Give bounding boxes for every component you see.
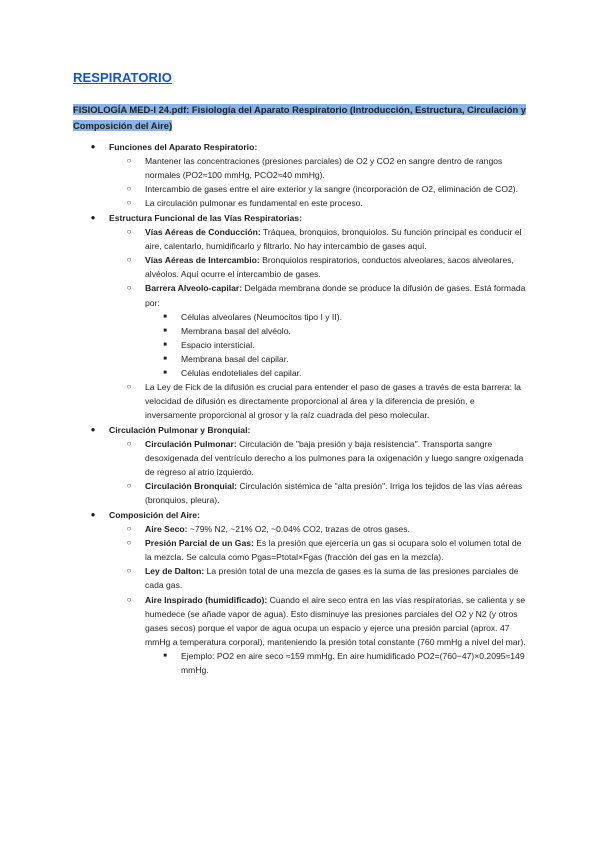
list-item [109, 479, 528, 507]
subitem-text: Células alveolares (Neumocitos tipo I y II). [181, 311, 342, 322]
item-text: Cuando el aire seco entra en las vías respiratorias, se calienta y se humedece (se añade vapor de agua). Esto disminuye las presiones parciales del O2 y N2 (y otros gases secos) porque el vapor de agua ocupa un espacio y ejerce una presión parcial (aprox. 47 mmHg a temperatura corporal), manteniendo la presión total constante (760 mmHg a nivel del mar). [145, 594, 526, 647]
item-text: Es la presión que ejercería un gas si ocupara solo el volumen total de la mezcla. Se calcula como Pgas=Ptotal×Fgas (fracción del gas en la mezcla). [145, 538, 522, 563]
item-text: La Ley de Fick de la difusión es crucial para entender el paso de gases a través de esta barrera: la velocidad de difusión es directamente proporcional al área y la diferencia de presión, e inversamente proporcional al grosor y la raíz cuadrada del peso molecular. [145, 382, 521, 421]
circle-bullet-icon: ○ [126, 382, 132, 392]
item-label: Ley de Dalton: [145, 566, 205, 577]
section-list [73, 140, 528, 677]
sub-sub-list [145, 310, 528, 380]
page-title[interactable]: RESPIRATORIO [73, 70, 172, 85]
list-subitem [145, 338, 528, 352]
list-item [109, 522, 528, 536]
section-item [73, 508, 528, 677]
circle-bullet-icon: ○ [126, 184, 132, 194]
sub-list [109, 225, 528, 422]
bullet-icon: ● [90, 424, 96, 434]
item-text: ~79% N2, ~21% O2, ~0.04% CO2, trazas de otros gases. [187, 524, 410, 535]
item-label: Vías Aéreas de Conducción: [145, 227, 261, 238]
subitem-text: Membrana basal del alvéolo. [181, 325, 291, 336]
circle-bullet-icon: ○ [126, 594, 132, 604]
subitem-text: Ejemplo: PO2 en aire seco ≈159 mmHg. En aire humidificado PO2=(760−47)×0.2095≈149 mmHg. [181, 650, 525, 675]
item-text: Circulación de "baja presión y baja resistencia". Transporta sangre desoxigenada del ventrículo derecho a los pulmones para la oxigenación y luego sangre oxigenada de regreso al atrio izquierdo. [145, 438, 524, 478]
list-subitem [145, 366, 528, 380]
circle-bullet-icon: ○ [126, 283, 132, 293]
list-subitem [145, 310, 528, 324]
list-subitem [145, 324, 528, 338]
subitem-text: Espacio intersticial. [181, 339, 255, 350]
square-bullet-icon: ■ [163, 370, 167, 376]
list-item [109, 536, 528, 564]
list-item [109, 281, 528, 380]
item-text: Intercambio de gases entre el aire exterior y la sangre (incorporación de O2, eliminación de CO2). [145, 184, 519, 195]
item-label: Circulación Pulmonar: [145, 438, 237, 449]
square-bullet-icon: ■ [163, 652, 167, 659]
square-bullet-icon: ■ [163, 341, 167, 348]
sub-list [109, 437, 528, 507]
document-content [73, 140, 528, 678]
subitem-text: Células endoteliales del capilar. [181, 368, 302, 378]
document-subtitle [73, 102, 528, 134]
section-item [73, 423, 528, 508]
list-item [109, 253, 528, 281]
section-heading: Circulación Pulmonar y Bronquial: [109, 424, 251, 435]
circle-bullet-icon: ○ [126, 198, 132, 208]
circle-bullet-icon: ○ [126, 524, 132, 534]
list-item [109, 225, 528, 253]
sub-sub-list [145, 649, 528, 677]
circle-bullet-icon: ○ [126, 227, 132, 237]
section-item [73, 140, 528, 210]
section-item [73, 211, 528, 422]
section-heading: Estructura Funcional de las Vías Respiratorias: [109, 212, 302, 223]
item-text: Mantener las concentraciones (presiones parciales) de O2 y CO2 en sangre dentro de rangos normales (PO2≈100 mmHg, PCO2≈40 mmHg). [145, 156, 503, 181]
list-item [109, 380, 528, 422]
list-item [109, 196, 528, 210]
item-label: Barrera Alveolo-capilar: [145, 283, 243, 294]
item-text: Delgada membrana donde se produce la difusión de gases. Está formada por: [145, 283, 526, 308]
circle-bullet-icon: ○ [126, 438, 132, 448]
sub-list [109, 522, 528, 677]
bullet-icon: ● [90, 212, 96, 222]
list-subitem [145, 352, 528, 366]
circle-bullet-icon: ○ [126, 255, 132, 265]
list-item [109, 564, 528, 592]
bullet-icon: ● [90, 509, 96, 519]
item-label: Presión Parcial de un Gas: [145, 538, 254, 549]
bullet-icon: ● [90, 142, 96, 151]
square-bullet-icon: ■ [163, 355, 167, 362]
item-label: Vías Aéreas de Intercambio: [145, 255, 260, 266]
item-text: Tráquea, bronquios, bronquiolos. Su función principal es conducir el aire, calentarlo, humidificarlo y filtrarlo. No hay intercambio de gases aquí. [145, 227, 522, 252]
list-item [109, 437, 528, 479]
section-heading: Composición del Aire: [109, 509, 200, 520]
subitem-text: Membrana basal del capilar. [181, 353, 289, 364]
circle-bullet-icon: ○ [126, 566, 132, 576]
sub-list [109, 154, 528, 210]
item-label: Aire Seco: [145, 524, 188, 535]
circle-bullet-icon: ○ [126, 481, 132, 491]
circle-bullet-icon: ○ [126, 156, 132, 166]
section-heading: Funciones del Aparato Respiratorio: [109, 142, 258, 152]
square-bullet-icon: ■ [163, 313, 167, 320]
list-item [109, 593, 528, 678]
list-subitem [145, 649, 528, 677]
highlighted-subtitle-text: FISIOLOGÍA MED-I 24.pdf: Fisiología del Aparato Respiratorio (Introducción, Estructura, Circulación y Composición del Aire) [73, 104, 527, 131]
item-label: Circulación Bronquial: [145, 481, 238, 492]
square-bullet-icon: ■ [163, 327, 167, 334]
item-text: Circulación sistémica de "alta presión". Irriga los tejidos de las vías aéreas (bronquios, pleura). [145, 481, 523, 506]
item-text: La presión total de una mezcla de gases es la suma de las presiones parciales de cada gas. [145, 566, 519, 591]
item-label: Aire Inspirado (humidificado): [145, 594, 268, 605]
list-item [109, 154, 528, 182]
list-item [109, 182, 528, 196]
item-text: Bronquiolos respiratorios, conductos alveolares, sacos alveolares, alvéolos. Aquí ocurre el intercambio de gases. [145, 255, 514, 280]
circle-bullet-icon: ○ [126, 538, 132, 548]
item-text: La circulación pulmonar es fundamental en este proceso. [145, 198, 363, 209]
